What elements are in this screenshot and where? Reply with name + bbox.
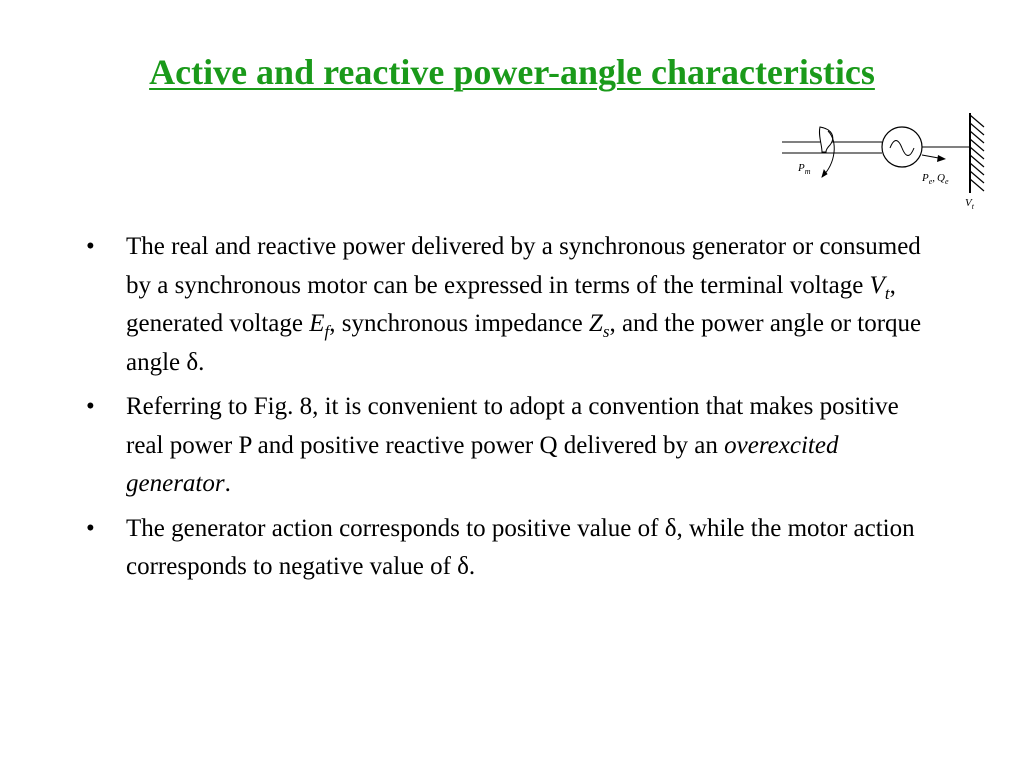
vt-label: $V_t$ (965, 197, 974, 211)
bullet-marker: • (86, 393, 95, 420)
pm-label: $P_m$ (798, 162, 811, 176)
pe-qe-label: $P_e$, $Q_e$ (922, 172, 949, 186)
turbine-blade-icon (819, 127, 832, 152)
bullet-item-1: • The real and reactive power delivered by a synchronous generator or consumed by a synchronous motor can be expressed in terms of the terminal voltage $V_t$, generated voltage $E_f$, synchronous impedance $Z_s$, and the power angle or torque angle δ. (84, 228, 934, 382)
ground-hatch-icon (970, 115, 984, 191)
generator-diagram (780, 105, 1000, 215)
bullet-item-3: • The generator action corresponds to positive value of δ, while the motor action corresponds to negative value of δ. (84, 510, 934, 587)
slide-title: Active and reactive power-angle characteristics (149, 52, 875, 92)
bullet-marker: • (86, 514, 95, 542)
bullet-list (84, 228, 934, 593)
bullet-item-2: • Referring to Fig. 8, it is convenient to adopt a convention that makes positive real power P and positive reactive power Q delivered by an overexcited generator. (84, 388, 934, 504)
bullet-marker: • (86, 233, 95, 260)
